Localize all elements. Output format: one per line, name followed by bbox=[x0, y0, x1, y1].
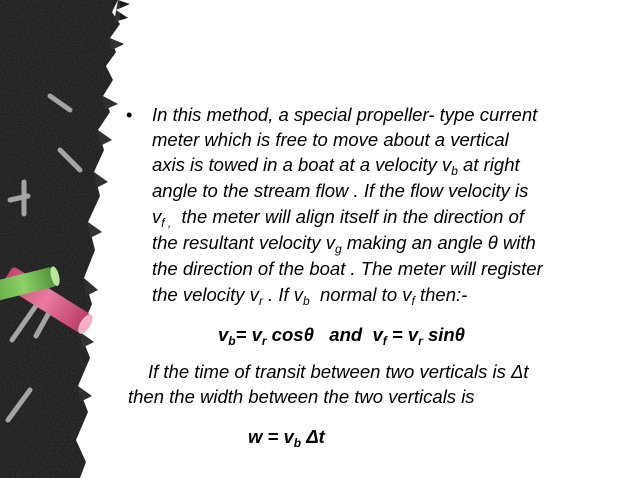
paragraph-line-3: axis is towed in a boat at a velocity $v_b$ at right bbox=[152, 154, 520, 178]
paragraph-line-1: In this method, a special propeller- type current bbox=[152, 104, 538, 125]
paragraph-line-7: the direction of the boat . The meter will register bbox=[152, 258, 543, 279]
paragraph-line-2: meter which is free to move about a vertical bbox=[152, 129, 509, 150]
paragraph-line-5: $v_{f ,}$ the meter will align itself in the direction of bbox=[152, 206, 524, 230]
paragraph2-line-2: then the width between the two verticals is bbox=[128, 386, 475, 407]
paragraph-line-6: the resultant velocity $v_g$ making an angle θ with bbox=[152, 232, 536, 256]
paragraph-line-8: the velocity $v_r$ . If $v_b$ normal to $v_f$ then:- bbox=[152, 284, 468, 308]
equation-width: $w = v_b$ Δt bbox=[248, 426, 325, 450]
paragraph-line-4: angle to the stream flow . If the flow velocity is bbox=[152, 180, 529, 201]
paragraph2-line-1: If the time of transit between two verticals is Δt bbox=[148, 361, 529, 382]
equation-velocity-components: $v_b= v_r$ cosθ and $v_f = v_r$ sinθ bbox=[218, 324, 465, 348]
bullet-point: • bbox=[126, 105, 133, 125]
